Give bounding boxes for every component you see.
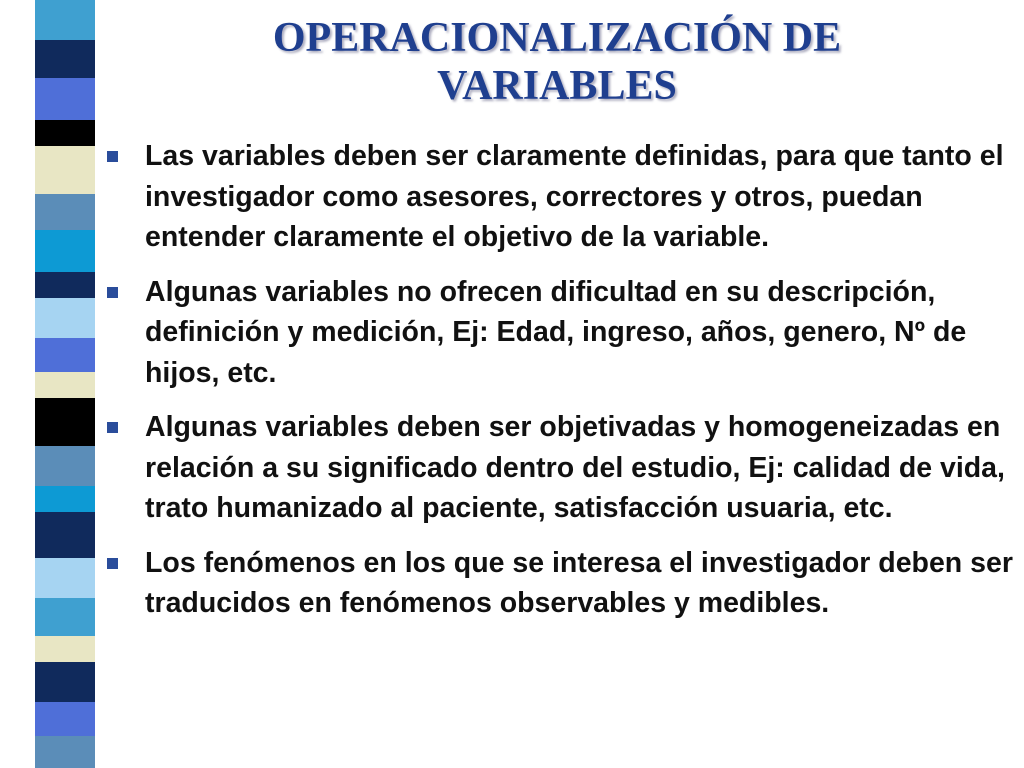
slide-title-line: OPERACIONALIZACIÓN DE: [272, 15, 842, 61]
slide-title-line: VARIABLES: [437, 63, 677, 109]
stripe: [35, 398, 95, 446]
square-bullet-icon: [107, 422, 118, 433]
stripe: [35, 272, 95, 298]
stripe: [35, 0, 95, 40]
bullet-item: [105, 272, 1020, 394]
bullet-text: Algunas variables deben ser objetivadas y homogeneizadas en relación a su significado dentro del estudio, Ej: calidad de vida, trato humanizado al paciente, satisfacción usuaria, etc.: [145, 411, 1005, 524]
stripe: [35, 194, 95, 230]
square-bullet-icon: [107, 558, 118, 569]
bullet-item: [105, 407, 1020, 529]
bullet-item: [105, 543, 1020, 624]
stripe: [35, 372, 95, 398]
bullet-text: Las variables deben ser claramente definidas, para que tanto el investigador como asesores, correctores y otros, puedan entender claramente el objetivo de la variable.: [145, 140, 1004, 253]
stripe: [35, 146, 95, 194]
stripe: [35, 338, 95, 372]
stripe: [35, 512, 95, 558]
stripe: [35, 40, 95, 78]
slide-title: [150, 14, 964, 110]
decorative-stripe-band: [35, 0, 95, 768]
stripe: [35, 636, 95, 662]
stripe: [35, 486, 95, 512]
stripe: [35, 230, 95, 272]
stripe: [35, 702, 95, 736]
bullet-list: [105, 136, 1020, 638]
square-bullet-icon: [107, 151, 118, 162]
bullet-text: Algunas variables no ofrecen dificultad en su descripción, definición y medición, Ej: Edad, ingreso, años, genero, Nº de hijos, etc.: [145, 275, 967, 389]
stripe: [35, 446, 95, 486]
stripe: [35, 598, 95, 636]
square-bullet-icon: [107, 287, 118, 298]
stripe: [35, 78, 95, 120]
stripe: [35, 298, 95, 338]
bullet-item: [105, 136, 1020, 258]
stripe: [35, 736, 95, 768]
bullet-text: Los fenómenos en los que se interesa el investigador deben ser traducidos en fenómenos observables y medibles.: [145, 546, 1013, 619]
stripe: [35, 120, 95, 146]
stripe: [35, 558, 95, 598]
stripe: [35, 662, 95, 702]
